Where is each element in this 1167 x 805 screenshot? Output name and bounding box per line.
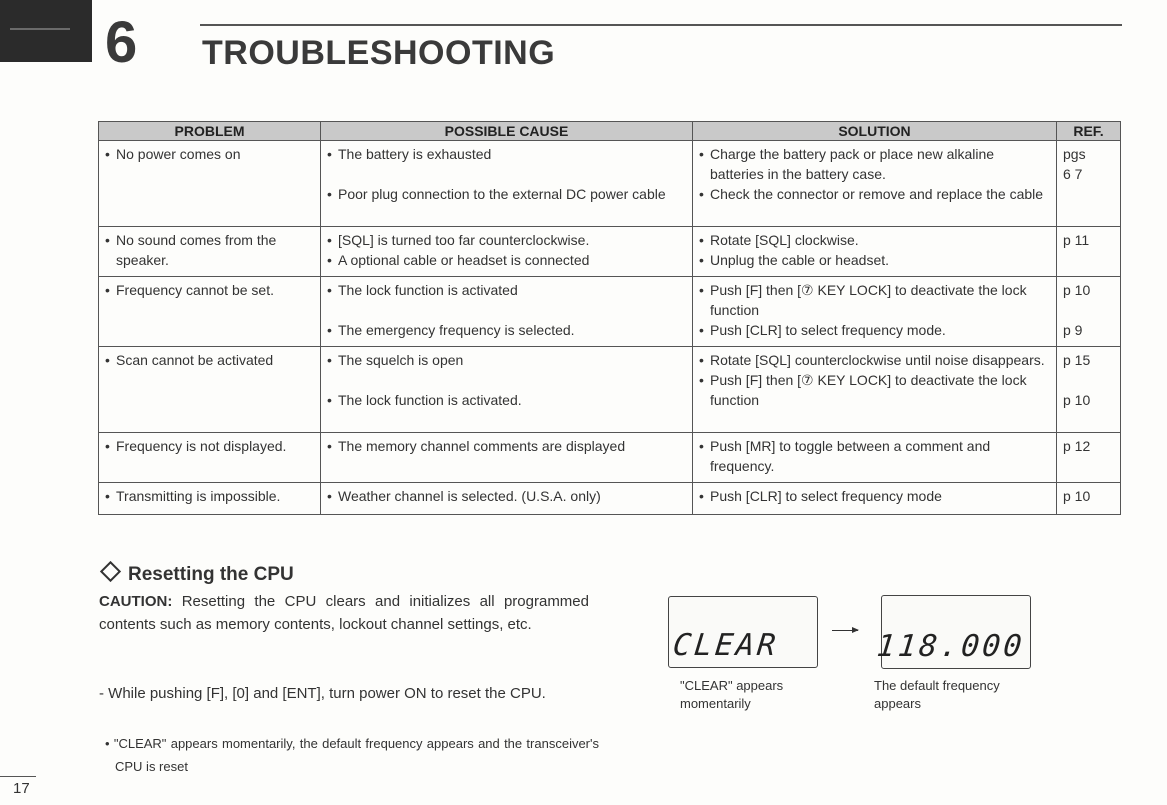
cause-item: • Weather channel is selected. (U.S.A. only)	[327, 486, 686, 506]
table-header-row	[99, 122, 1121, 141]
problem-text: • No power comes on	[105, 144, 314, 164]
ref-cell	[1057, 277, 1121, 347]
solution-item: • Push [CLR] to select frequency mode.	[699, 320, 1050, 340]
cause-item: • The lock function is activated.	[327, 390, 686, 410]
reset-heading-text: Resetting the CPU	[128, 564, 294, 585]
cause-cell	[321, 227, 693, 277]
ref-cell	[1057, 227, 1121, 277]
solution-cell	[693, 347, 1057, 433]
ref-cell	[1057, 433, 1121, 483]
header-possible-cause: POSSIBLE CAUSE	[321, 122, 693, 141]
solution-item: • Rotate [SQL] clockwise.	[699, 230, 1050, 250]
problem-text: • Frequency cannot be set.	[105, 280, 314, 300]
ref-value: p 10	[1063, 282, 1091, 298]
problem-text: • Scan cannot be activated	[105, 350, 314, 370]
problem-cell	[99, 277, 321, 347]
cause-cell	[321, 347, 693, 433]
solution-item: • Push [MR] to toggle between a comment and frequency.	[699, 436, 1050, 476]
solution-cell	[693, 483, 1057, 515]
page-number: 17	[0, 776, 36, 797]
chapter-tab-marker	[0, 0, 92, 62]
lcd-frequency-display	[874, 595, 1031, 669]
table-row	[99, 347, 1121, 433]
cause-cell	[321, 483, 693, 515]
solution-item: • Push [F] then [⑦ KEY LOCK] to deactivate the lock function	[699, 280, 1050, 320]
cause-item: • A optional cable or headset is connected	[327, 250, 686, 270]
cause-cell	[321, 433, 693, 483]
solution-item: • Push [CLR] to select frequency mode	[699, 486, 1050, 506]
problem-text: • No sound comes from the speaker.	[105, 230, 314, 270]
cause-item: • The memory channel comments are displayed	[327, 436, 686, 456]
caution-label: CAUTION:	[99, 593, 173, 610]
lcd-frequency-text: 118.000	[874, 629, 1026, 664]
table-row	[99, 483, 1121, 515]
cause-item: • Poor plug connection to the external DC power cable	[327, 184, 686, 204]
ref-cell	[1057, 483, 1121, 515]
chapter-title: TROUBLESHOOTING	[202, 34, 556, 72]
table-row	[99, 141, 1121, 227]
problem-text: • Transmitting is impossible.	[105, 486, 314, 506]
ref-value: pgs 6 7	[1063, 146, 1086, 182]
chapter-number: 6	[105, 10, 138, 75]
ref-value: p 9	[1063, 322, 1083, 338]
solution-cell	[693, 141, 1057, 227]
lcd-clear-text: CLEAR	[671, 628, 781, 663]
table-row	[99, 433, 1121, 483]
cause-cell	[321, 141, 693, 227]
cause-item: • The battery is exhausted	[327, 144, 686, 164]
problem-cell	[99, 141, 321, 227]
problem-cell	[99, 483, 321, 515]
header-ref: REF.	[1057, 122, 1121, 141]
header-problem: PROBLEM	[99, 122, 321, 141]
ref-cell	[1057, 141, 1121, 227]
lcd-clear-display	[668, 596, 818, 668]
reset-instruction: - While pushing [F], [0] and [ENT], turn power ON to reset the CPU.	[99, 685, 546, 702]
ref-value: p 10	[1063, 488, 1091, 504]
solution-cell	[693, 227, 1057, 277]
solution-item: • Rotate [SQL] counterclockwise until noise disappears.	[699, 350, 1050, 370]
problem-cell	[99, 433, 321, 483]
ref-cell	[1057, 347, 1121, 433]
caution-text: Resetting the CPU clears and initializes all programmed contents such as memory contents, lockout channel settings, etc.	[99, 593, 589, 633]
cause-item: • The lock function is activated	[327, 280, 686, 300]
problem-cell	[99, 347, 321, 433]
cause-item: • The squelch is open	[327, 350, 686, 370]
arrow-icon	[832, 630, 858, 631]
frequency-caption: The default frequency appears	[874, 678, 1000, 711]
solution-cell	[693, 277, 1057, 347]
solution-cell	[693, 433, 1057, 483]
ref-value: p 10	[1063, 392, 1091, 408]
solution-item: • Push [F] then [⑦ KEY LOCK] to deactivate the lock function	[699, 370, 1050, 410]
problem-text: • Frequency is not displayed.	[105, 436, 314, 456]
clear-caption: "CLEAR" appears momentarily	[680, 678, 784, 711]
ref-value: p 15	[1063, 352, 1091, 368]
reset-result-note: • "CLEAR" appears momentarily, the default frequency appears and the transceiver's CPU is reset	[105, 736, 599, 774]
problem-cell	[99, 227, 321, 277]
ref-value: p 11	[1063, 232, 1090, 248]
reset-cpu-heading	[99, 564, 294, 586]
table-row	[99, 277, 1121, 347]
chapter-rule	[200, 24, 1122, 26]
caution-paragraph	[99, 590, 589, 636]
header-solution: SOLUTION	[693, 122, 1057, 141]
solution-item: • Charge the battery pack or place new alkaline batteries in the battery case.	[699, 144, 1050, 184]
cause-cell	[321, 277, 693, 347]
cause-item: • The emergency frequency is selected.	[327, 320, 686, 340]
solution-item: • Unplug the cable or headset.	[699, 250, 1050, 270]
diamond-icon	[100, 561, 121, 582]
troubleshooting-table	[98, 121, 1121, 515]
cause-item: • [SQL] is turned too far counterclockwise.	[327, 230, 686, 250]
table-row	[99, 227, 1121, 277]
solution-item: • Check the connector or remove and replace the cable	[699, 184, 1050, 204]
ref-value: p 12	[1063, 438, 1091, 454]
